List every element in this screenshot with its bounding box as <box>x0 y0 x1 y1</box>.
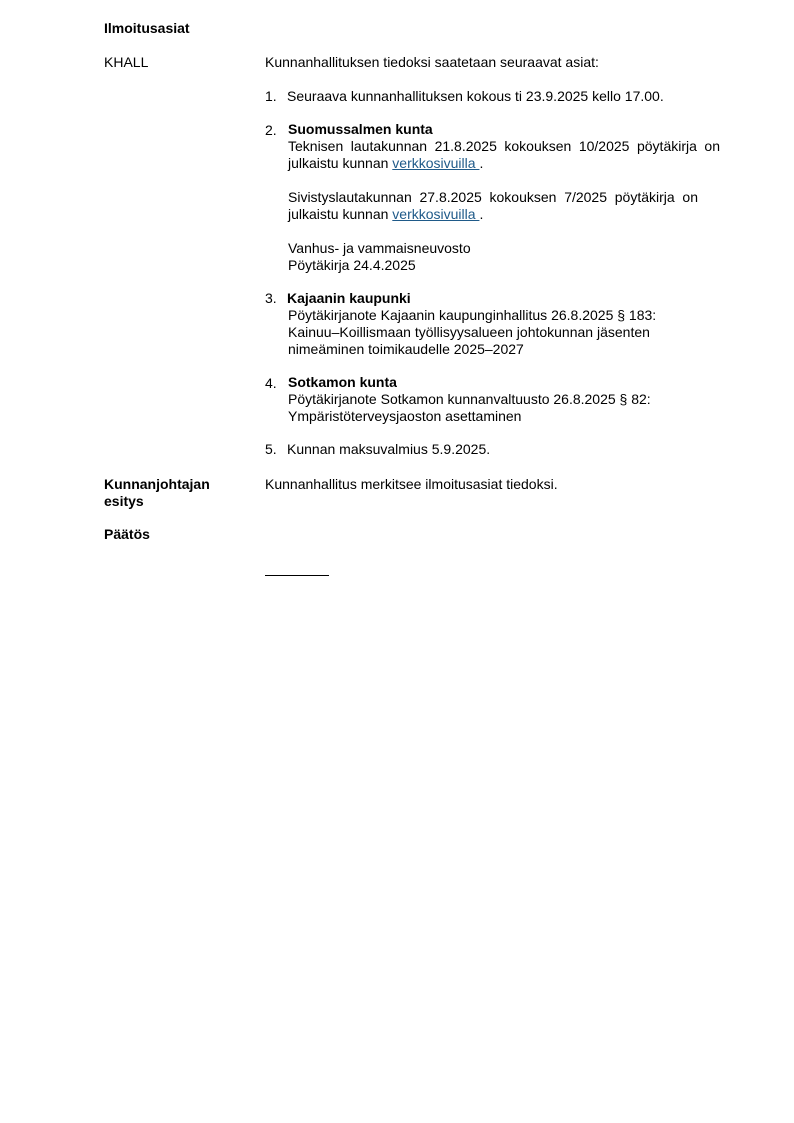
item-3-line-3: nimeäminen toimikaudelle 2025–2027 <box>288 341 524 357</box>
separator-line <box>265 575 329 576</box>
item-3-line-2: Kainuu–Koillismaan työllisyysalueen johtokunnan jäsenten <box>288 324 650 340</box>
decision-label: Päätös <box>104 526 150 542</box>
item-3-number: 3. <box>265 290 277 306</box>
proposal-text: Kunnanhallitus merkitsee ilmoitusasiat tiedoksi. <box>265 476 558 492</box>
proposal-label-line-2: esitys <box>104 493 144 509</box>
item-3-title: Kajaanin kaupunki <box>287 290 411 306</box>
item-5-text: Kunnan maksuvalmius 5.9.2025. <box>287 441 491 457</box>
item-2-entry-1-prefix: julkaistu kunnan <box>288 155 393 171</box>
item-5-number: 5. <box>265 441 277 457</box>
item-2-title: Suomussalmen kunta <box>288 121 433 137</box>
item-2-entry-2-line-2 <box>288 206 483 223</box>
item-2-entry-2-suffix: . <box>479 206 484 222</box>
item-4-line-2: Ympäristöterveysjaoston asettaminen <box>288 408 522 424</box>
item-2-entry-1-suffix: . <box>479 155 484 171</box>
item-2-entry-2-line-1: Sivistyslautakunnan 27.8.2025 kokouksen 7/2025 pöytäkirja on <box>288 189 698 205</box>
row-label-khall: KHALL <box>104 54 149 70</box>
intro-text: Kunnanhallituksen tiedoksi saatetaan seuraavat asiat: <box>265 54 599 70</box>
item-2-extra-line-1: Vanhus- ja vammaisneuvosto <box>288 240 471 256</box>
item-4-line-1: Pöytäkirjanote Sotkamon kunnanvaltuusto 26.8.2025 § 82: <box>288 391 651 407</box>
item-3-line-1: Pöytäkirjanote Kajaanin kaupunginhallitus 26.8.2025 § 183: <box>288 307 657 323</box>
section-heading: Ilmoitusasiat <box>104 20 190 36</box>
item-1-number: 1. <box>265 88 277 104</box>
website-link[interactable]: verkkosivuilla <box>392 155 480 171</box>
item-2-entry-1-line-1: Teknisen lautakunnan 21.8.2025 kokouksen 10/2025 pöytäkirja on <box>288 138 720 154</box>
item-4-title: Sotkamon kunta <box>288 374 397 390</box>
item-1-text: Seuraava kunnanhallituksen kokous ti 23.9.2025 kello 17.00. <box>287 88 664 104</box>
proposal-label-line-1: Kunnanjohtajan <box>104 476 210 492</box>
item-4-number: 4. <box>265 375 277 391</box>
item-2-entry-1-line-2 <box>288 155 483 172</box>
item-2-extra-line-2: Pöytäkirja 24.4.2025 <box>288 257 416 273</box>
item-2-number: 2. <box>265 122 277 138</box>
website-link[interactable]: verkkosivuilla <box>392 206 480 222</box>
item-2-entry-2-prefix: julkaistu kunnan <box>288 206 393 222</box>
